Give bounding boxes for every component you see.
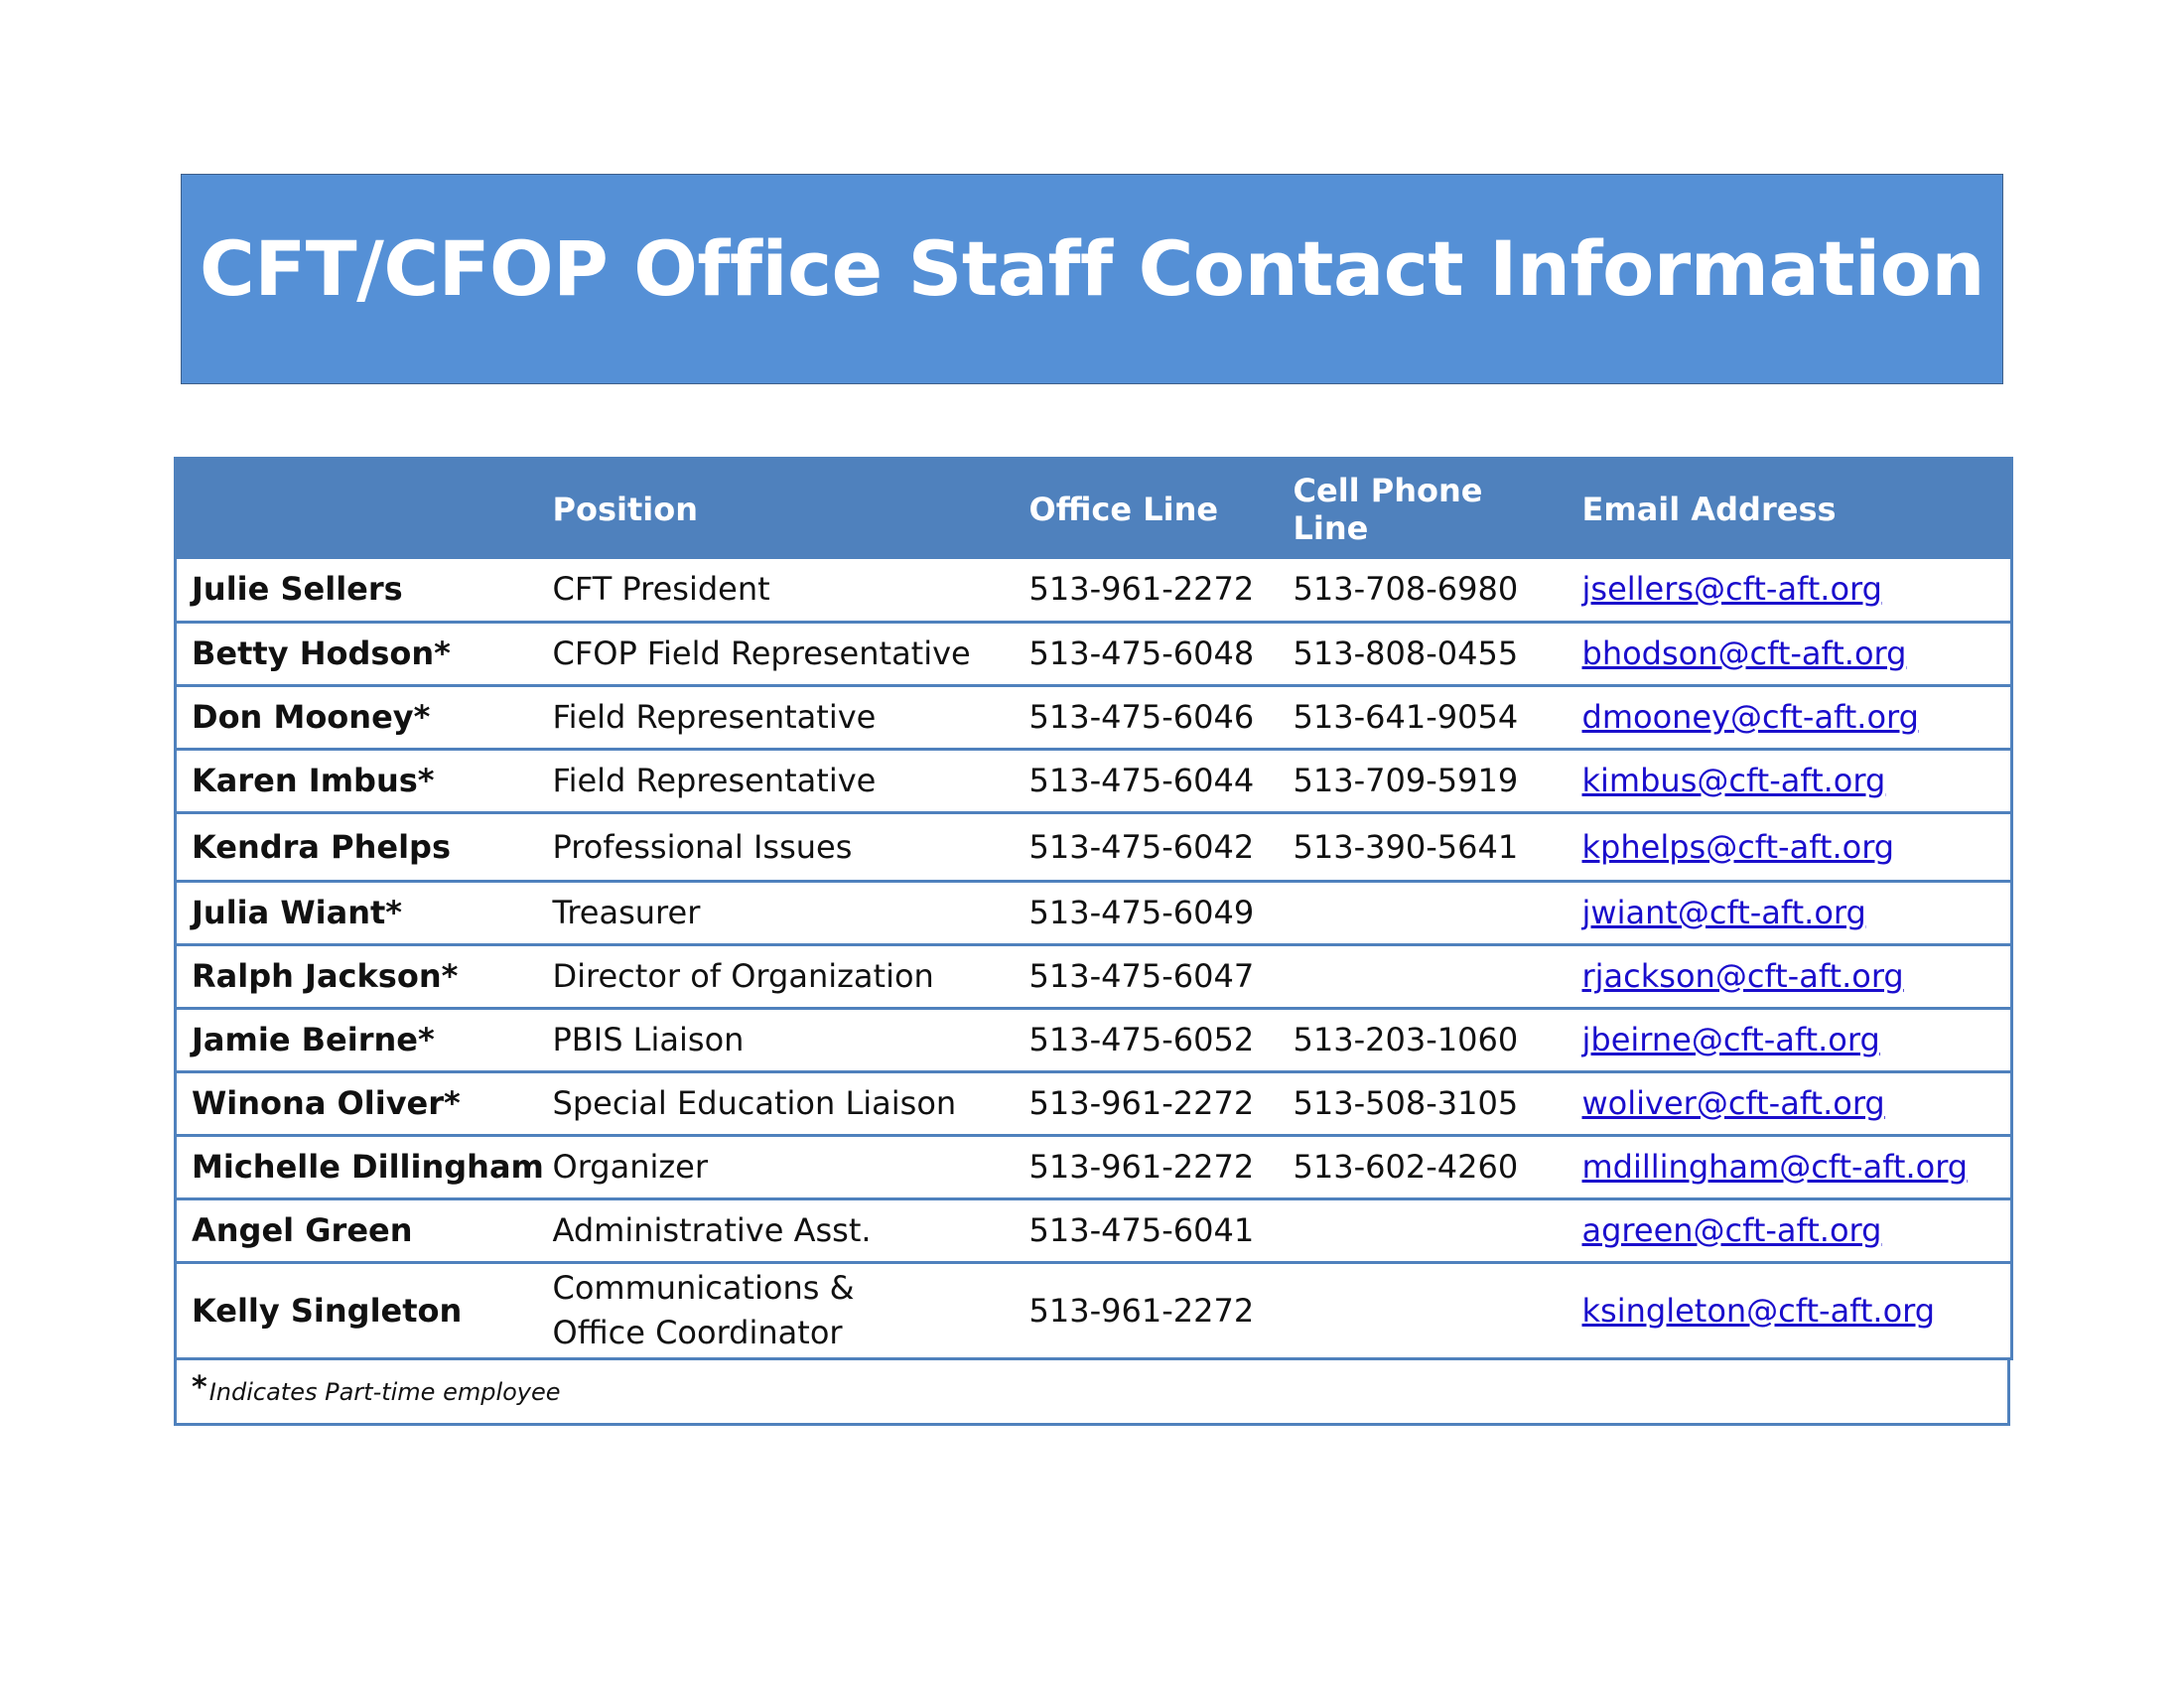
staff-email-link[interactable]: ksingleton@cft-aft.org — [1581, 1291, 1936, 1330]
staff-email-link[interactable]: jbeirne@cft-aft.org — [1581, 1021, 1880, 1059]
staff-cell-line: 513-708-6980 — [1279, 559, 1568, 623]
staff-email-link[interactable]: kimbus@cft-aft.org — [1581, 762, 1886, 800]
staff-table-container — [174, 457, 2010, 1426]
staff-position: Communications & Office Coordinator — [538, 1263, 1015, 1359]
table-row — [176, 1199, 2012, 1263]
footnote-text: Indicates Part-time employee — [208, 1377, 561, 1406]
title-banner — [181, 174, 2003, 384]
staff-email-link[interactable]: bhodson@cft-aft.org — [1581, 634, 1907, 673]
table-row — [176, 1072, 2012, 1136]
staff-email-cell — [1568, 1072, 2012, 1136]
staff-office-line: 513-475-6046 — [1015, 686, 1279, 750]
staff-email-cell — [1568, 623, 2012, 686]
staff-email-link[interactable]: rjackson@cft-aft.org — [1581, 957, 1904, 996]
staff-cell-line: 513-203-1060 — [1279, 1009, 1568, 1072]
staff-email-link[interactable]: mdillingham@cft-aft.org — [1581, 1148, 1969, 1187]
staff-email-link[interactable]: woliver@cft-aft.org — [1581, 1084, 1885, 1123]
staff-email-cell — [1568, 813, 2012, 882]
staff-office-line: 513-961-2272 — [1015, 1136, 1279, 1199]
staff-office-line: 513-475-6042 — [1015, 813, 1279, 882]
staff-email-link[interactable]: kphelps@cft-aft.org — [1581, 827, 1895, 866]
table-row — [176, 882, 2012, 945]
staff-position: PBIS Liaison — [538, 1009, 1015, 1072]
table-row — [176, 1009, 2012, 1072]
staff-position: Director of Organization — [538, 945, 1015, 1009]
staff-email-link[interactable]: dmooney@cft-aft.org — [1581, 698, 1919, 737]
staff-position: Administrative Asst. — [538, 1199, 1015, 1263]
staff-cell-line: 513-390-5641 — [1279, 813, 1568, 882]
staff-email-cell — [1568, 882, 2012, 945]
staff-name: Julia Wiant* — [176, 882, 538, 945]
staff-email-cell — [1568, 559, 2012, 623]
staff-contact-table — [174, 457, 2013, 1360]
table-row — [176, 813, 2012, 882]
staff-cell-line — [1279, 945, 1568, 1009]
staff-office-line: 513-475-6047 — [1015, 945, 1279, 1009]
staff-email-link[interactable]: agreen@cft-aft.org — [1581, 1211, 1882, 1250]
staff-name: Don Mooney* — [176, 686, 538, 750]
staff-name: Angel Green — [176, 1199, 538, 1263]
staff-name: Michelle Dillingham — [176, 1136, 538, 1199]
header-cell-phone-line: Cell Phone Line — [1279, 459, 1568, 559]
staff-email-cell — [1568, 1199, 2012, 1263]
footnote-asterisk: * — [192, 1370, 207, 1405]
staff-email-cell — [1568, 1263, 2012, 1359]
table-row — [176, 750, 2012, 813]
staff-cell-line: 513-508-3105 — [1279, 1072, 1568, 1136]
header-name — [176, 459, 538, 559]
staff-name: Winona Oliver* — [176, 1072, 538, 1136]
table-row — [176, 686, 2012, 750]
staff-position: Treasurer — [538, 882, 1015, 945]
staff-cell-line: 513-641-9054 — [1279, 686, 1568, 750]
staff-cell-line — [1279, 882, 1568, 945]
staff-name: Kendra Phelps — [176, 813, 538, 882]
staff-email-link[interactable]: jsellers@cft-aft.org — [1581, 570, 1882, 609]
table-row — [176, 1136, 2012, 1199]
staff-office-line: 513-961-2272 — [1015, 559, 1279, 623]
header-position: Position — [538, 459, 1015, 559]
staff-email-link[interactable]: jwiant@cft-aft.org — [1581, 894, 1866, 932]
table-row — [176, 1263, 2012, 1359]
staff-cell-line — [1279, 1199, 1568, 1263]
staff-office-line: 513-475-6052 — [1015, 1009, 1279, 1072]
staff-position: CFOP Field Representative — [538, 623, 1015, 686]
table-header-row — [176, 459, 2012, 559]
staff-name: Betty Hodson* — [176, 623, 538, 686]
staff-name: Karen Imbus* — [176, 750, 538, 813]
staff-name: Jamie Beirne* — [176, 1009, 538, 1072]
staff-position: Field Representative — [538, 750, 1015, 813]
staff-office-line: 513-961-2272 — [1015, 1072, 1279, 1136]
staff-email-cell — [1568, 1009, 2012, 1072]
staff-name: Kelly Singleton — [176, 1263, 538, 1359]
table-row — [176, 559, 2012, 623]
staff-cell-line: 513-808-0455 — [1279, 623, 1568, 686]
page-title: CFT/CFOP Office Staff Contact Information — [200, 223, 1984, 313]
staff-office-line: 513-475-6044 — [1015, 750, 1279, 813]
staff-email-cell — [1568, 750, 2012, 813]
staff-position: Special Education Liaison — [538, 1072, 1015, 1136]
staff-email-cell — [1568, 686, 2012, 750]
staff-office-line: 513-475-6049 — [1015, 882, 1279, 945]
staff-cell-line: 513-709-5919 — [1279, 750, 1568, 813]
staff-name: Ralph Jackson* — [176, 945, 538, 1009]
header-email-address: Email Address — [1568, 459, 2012, 559]
staff-position: Field Representative — [538, 686, 1015, 750]
table-row — [176, 945, 2012, 1009]
staff-position: Organizer — [538, 1136, 1015, 1199]
staff-office-line: 513-961-2272 — [1015, 1263, 1279, 1359]
part-time-footnote — [174, 1360, 2010, 1426]
header-office-line: Office Line — [1015, 459, 1279, 559]
staff-position: CFT President — [538, 559, 1015, 623]
staff-cell-line — [1279, 1263, 1568, 1359]
staff-email-cell — [1568, 945, 2012, 1009]
staff-office-line: 513-475-6048 — [1015, 623, 1279, 686]
staff-position: Professional Issues — [538, 813, 1015, 882]
staff-office-line: 513-475-6041 — [1015, 1199, 1279, 1263]
staff-email-cell — [1568, 1136, 2012, 1199]
staff-cell-line: 513-602-4260 — [1279, 1136, 1568, 1199]
staff-name: Julie Sellers — [176, 559, 538, 623]
table-row — [176, 623, 2012, 686]
